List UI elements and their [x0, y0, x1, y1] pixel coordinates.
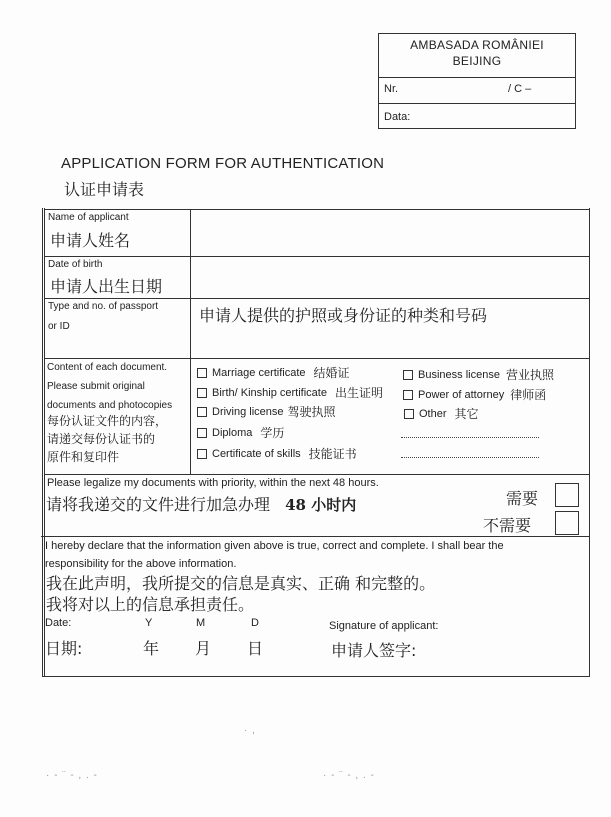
row-divider-priority — [41, 536, 590, 537]
month-label-cn: 月 — [195, 639, 212, 658]
date-year-label: Y — [145, 617, 153, 629]
date-month-label: M — [196, 617, 206, 629]
passport-label-line2: or ID — [48, 321, 70, 332]
passport-field[interactable] — [192, 326, 588, 357]
option-certificate-of-skills[interactable] — [197, 445, 357, 462]
option-label: Driving license — [212, 405, 284, 418]
registration-date-label: Data: — [384, 111, 411, 123]
name-field[interactable] — [192, 211, 588, 255]
dob-field[interactable] — [192, 258, 588, 297]
content-label-cn-line3: 原件和复印件 — [47, 450, 120, 464]
left-border — [44, 208, 45, 677]
embassy-registration-box — [378, 33, 576, 129]
date-label: Date: — [45, 617, 72, 629]
option-label-cn: 律师函 — [510, 388, 547, 402]
priority-no-label: 不需要 — [483, 516, 532, 535]
option-label: Other — [419, 407, 447, 420]
option-label-cn: 驾驶执照 — [287, 405, 336, 419]
option-business-license[interactable] — [403, 366, 554, 383]
priority-text-cn-prefix: 请将我递交的文件进行加急办理 — [46, 495, 271, 514]
option-label: Diploma — [212, 426, 253, 439]
option-label-cn: 营业执照 — [505, 368, 554, 382]
signature-field[interactable] — [430, 630, 580, 664]
option-label-cn: 其它 — [454, 407, 479, 421]
row-divider-content — [44, 474, 590, 475]
option-power-of-attorney[interactable] — [403, 386, 546, 403]
priority-yes-checkbox[interactable] — [555, 483, 579, 507]
dob-label: Date of birth — [48, 259, 103, 270]
day-label-cn: 日 — [247, 639, 264, 658]
checkbox-power-of-attorney[interactable] — [403, 390, 413, 400]
checkbox-driving-license[interactable] — [197, 407, 207, 417]
form-title: APPLICATION FORM FOR AUTHENTICATION — [61, 155, 385, 172]
row-divider-top — [44, 209, 590, 210]
checkbox-other[interactable] — [404, 409, 414, 419]
option-label-cn: 结婚证 — [313, 366, 350, 380]
embassy-name — [379, 37, 575, 69]
checkbox-birth-certificate[interactable] — [197, 388, 207, 398]
checkbox-marriage-certificate[interactable] — [197, 368, 207, 378]
form-title-cn: 认证申请表 — [64, 180, 145, 199]
registration-number-label: Nr. — [384, 83, 399, 95]
option-other[interactable] — [404, 405, 479, 422]
signature-label-cn: 申请人签字: — [331, 641, 417, 660]
date-label-cn: 日期: — [45, 639, 83, 658]
content-label-cn — [47, 412, 192, 466]
signature-label: Signature of applicant: — [329, 620, 439, 632]
option-driving-license[interactable] — [197, 403, 336, 420]
dob-label-cn: 申请人出生日期 — [50, 277, 163, 296]
option-label: Business license — [418, 368, 500, 381]
content-label-cn-line1: 每份认证文件的内容， — [47, 414, 168, 428]
other-fill-line-1[interactable] — [401, 437, 539, 438]
year-label-cn: 年 — [143, 639, 160, 658]
other-fill-line-2[interactable] — [401, 457, 539, 458]
scan-speck: · - ¨ - , . - — [46, 770, 98, 781]
checkbox-certificate-of-skills[interactable] — [197, 449, 207, 459]
registration-date-row — [379, 103, 575, 130]
option-label: Marriage certificate — [212, 366, 306, 379]
option-label-cn: 学历 — [260, 426, 285, 440]
content-label-cn-line2: 请递交每份认证书的 — [47, 432, 156, 446]
passport-label-cn: 申请人提供的护照或身份证的种类和号码 — [199, 306, 488, 325]
priority-text: Please legalize my documents with priority, within the next 48 hours. — [47, 477, 379, 489]
scan-speck: · , — [244, 725, 256, 736]
priority-yes-label: 需要 — [506, 489, 539, 508]
declaration-line1-cn: 我在此声明，我所提交的信息是真实、正确 和完整的。 — [46, 574, 436, 593]
option-label-cn: 技能证书 — [308, 447, 357, 461]
priority-no-checkbox[interactable] — [555, 511, 579, 535]
registration-number-row — [379, 77, 575, 103]
row-divider-dob — [44, 298, 590, 299]
option-label-cn: 出生证明 — [334, 386, 383, 400]
row-divider-name — [44, 256, 590, 257]
date-day-label: D — [251, 617, 259, 629]
name-label: Name of applicant — [48, 212, 129, 223]
content-label-line1: Content of each document. — [47, 362, 168, 373]
passport-label-line1: Type and no. of passport — [48, 301, 159, 312]
option-diploma[interactable] — [197, 424, 284, 441]
checkbox-diploma[interactable] — [197, 428, 207, 438]
content-label — [47, 361, 187, 412]
checkbox-business-license[interactable] — [403, 370, 413, 380]
option-label: Power of attorney — [418, 388, 505, 401]
option-marriage-certificate[interactable] — [197, 364, 350, 381]
content-label-line2: Please submit original — [47, 381, 145, 392]
registration-number-suffix: / C – — [508, 83, 532, 95]
declaration-line1: I hereby declare that the information given above is true, correct and complete. I shall bear the — [45, 540, 504, 552]
declaration-line2: responsibility for the above information. — [45, 558, 237, 570]
option-label: Birth/ Kinship certificate — [212, 386, 327, 399]
scan-speck: · - ¨ - , . - — [323, 770, 375, 781]
row-divider-passport — [44, 358, 590, 359]
option-birth-certificate[interactable] — [197, 384, 383, 401]
content-label-line3: documents and photocopies — [47, 400, 173, 411]
embassy-name-line1: AMBASADA ROMÂNIEI — [410, 38, 544, 52]
declaration-line2-cn: 我将对以上的信息承担责任。 — [46, 595, 255, 614]
priority-hours: 48 小时内 — [285, 496, 357, 514]
name-label-cn: 申请人姓名 — [50, 231, 131, 250]
embassy-name-line2: BEIJING — [452, 54, 502, 68]
priority-text-cn — [46, 492, 356, 515]
option-label: Certificate of skills — [212, 447, 301, 460]
